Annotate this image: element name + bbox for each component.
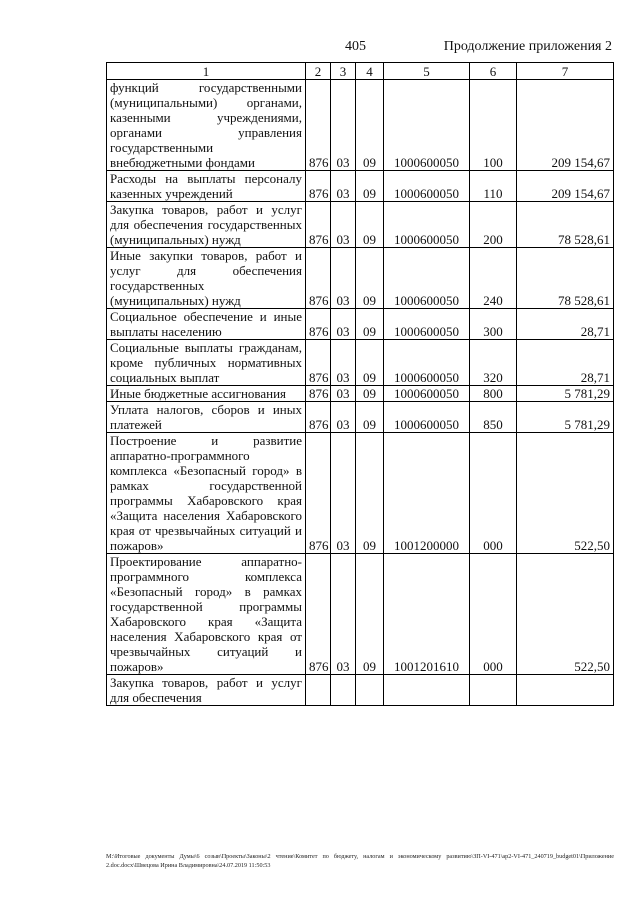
table-row [107, 340, 614, 386]
row-value-cell: 78 528,61 [517, 202, 614, 248]
row-value-cell: 09 [356, 171, 384, 202]
row-value-cell: 28,71 [517, 309, 614, 340]
row-name-cell: Расходы на выплаты персоналу казенных учреждений [107, 171, 306, 202]
row-value-cell: 1001201610 [384, 554, 470, 675]
row-value-cell: 03 [331, 80, 356, 171]
page-number: 405 [345, 39, 366, 54]
row-value-cell: 1000600050 [384, 248, 470, 309]
row-value-cell [384, 675, 470, 706]
row-value-cell [331, 675, 356, 706]
row-value-cell: 850 [470, 402, 517, 433]
header-row [107, 63, 614, 80]
row-value-cell: 876 [306, 340, 331, 386]
row-value-cell: 876 [306, 202, 331, 248]
row-value-cell: 09 [356, 386, 384, 402]
row-value-cell: 240 [470, 248, 517, 309]
row-value-cell: 1000600050 [384, 309, 470, 340]
row-value-cell: 03 [331, 386, 356, 402]
column-header: 1 [107, 63, 306, 80]
row-value-cell: 000 [470, 554, 517, 675]
column-header: 6 [470, 63, 517, 80]
row-value-cell: 28,71 [517, 340, 614, 386]
row-value-cell: 100 [470, 80, 517, 171]
row-value-cell: 1000600050 [384, 386, 470, 402]
column-header: 7 [517, 63, 614, 80]
row-value-cell: 209 154,67 [517, 171, 614, 202]
table-row [107, 433, 614, 554]
row-value-cell: 1000600050 [384, 80, 470, 171]
row-name-cell: Построение и развитие аппаратно-программного комплекса «Безопасный город» в рамках государственной программы Хабаровского края «Защита населения Хабаровского края от чрезвычайных ситуаций и пожаров» [107, 433, 306, 554]
row-name-cell: Социальное обеспечение и иные выплаты населению [107, 309, 306, 340]
row-value-cell [517, 675, 614, 706]
table-row [107, 171, 614, 202]
row-value-cell: 876 [306, 433, 331, 554]
row-value-cell: 03 [331, 402, 356, 433]
table-row [107, 248, 614, 309]
table-row [107, 309, 614, 340]
file-path-footer: М:\Итоговые документы Думы\6 созыв\Проекты\Законы\2 чтение\Комитет по бюджету, налогам и экономическому развитию\ЗП-VI-471\ар2-VI-471_240719_budget01\Приложение 2.doc.docx\Швецова Ирина Владимировна\24.07.2019 11:50:53 [106, 853, 614, 869]
row-value-cell: 876 [306, 309, 331, 340]
row-value-cell: 03 [331, 171, 356, 202]
row-value-cell: 5 781,29 [517, 402, 614, 433]
row-value-cell: 876 [306, 171, 331, 202]
row-name-cell: функций государственными (муниципальными) органами, казенными учреждениями, органами управления государственными внебюджетными фондами [107, 80, 306, 171]
row-value-cell: 300 [470, 309, 517, 340]
row-value-cell: 800 [470, 386, 517, 402]
row-value-cell: 09 [356, 433, 384, 554]
table-row [107, 386, 614, 402]
row-value-cell: 876 [306, 248, 331, 309]
row-value-cell: 522,50 [517, 433, 614, 554]
row-value-cell: 1000600050 [384, 402, 470, 433]
row-value-cell: 03 [331, 433, 356, 554]
row-value-cell: 320 [470, 340, 517, 386]
table-row [107, 202, 614, 248]
row-value-cell: 03 [331, 309, 356, 340]
table-row [107, 554, 614, 675]
row-value-cell [356, 675, 384, 706]
row-value-cell: 1000600050 [384, 202, 470, 248]
row-name-cell: Уплата налогов, сборов и иных платежей [107, 402, 306, 433]
row-name-cell: Закупка товаров, работ и услуг для обеспечения государственных (муниципальных) нужд [107, 202, 306, 248]
budget-table [106, 62, 614, 706]
column-header: 4 [356, 63, 384, 80]
row-value-cell: 876 [306, 402, 331, 433]
column-header: 2 [306, 63, 331, 80]
column-header: 5 [384, 63, 470, 80]
row-value-cell: 876 [306, 554, 331, 675]
row-value-cell: 09 [356, 309, 384, 340]
row-value-cell: 876 [306, 386, 331, 402]
row-value-cell: 78 528,61 [517, 248, 614, 309]
row-value-cell [470, 675, 517, 706]
row-value-cell: 209 154,67 [517, 80, 614, 171]
row-name-cell: Закупка товаров, работ и услуг для обеспечения [107, 675, 306, 706]
row-value-cell: 09 [356, 80, 384, 171]
row-value-cell: 5 781,29 [517, 386, 614, 402]
row-value-cell: 1000600050 [384, 340, 470, 386]
row-value-cell: 09 [356, 340, 384, 386]
continuation-label: Продолжение приложения 2 [443, 39, 612, 54]
row-value-cell: 522,50 [517, 554, 614, 675]
row-value-cell: 03 [331, 202, 356, 248]
table-row [107, 402, 614, 433]
table-row [107, 80, 614, 171]
row-value-cell: 1001200000 [384, 433, 470, 554]
row-value-cell: 110 [470, 171, 517, 202]
row-value-cell: 09 [356, 202, 384, 248]
column-header: 3 [331, 63, 356, 80]
row-value-cell: 200 [470, 202, 517, 248]
row-value-cell: 03 [331, 340, 356, 386]
row-value-cell: 1000600050 [384, 171, 470, 202]
table-row [107, 675, 614, 706]
row-value-cell: 09 [356, 554, 384, 675]
row-value-cell: 09 [356, 402, 384, 433]
row-value-cell [306, 675, 331, 706]
row-value-cell: 876 [306, 80, 331, 171]
row-value-cell: 09 [356, 248, 384, 309]
row-value-cell: 000 [470, 433, 517, 554]
row-name-cell: Иные бюджетные ассигнования [107, 386, 306, 402]
row-name-cell: Социальные выплаты гражданам, кроме публичных нормативных социальных выплат [107, 340, 306, 386]
row-value-cell: 03 [331, 554, 356, 675]
row-name-cell: Иные закупки товаров, работ и услуг для обеспечения государственных (муниципальных) нужд [107, 248, 306, 309]
row-name-cell: Проектирование аппаратно-программного комплекса «Безопасный город» в рамках государственной программы Хабаровского края «Защита населения Хабаровского края от чрезвычайных ситуаций и пожаров» [107, 554, 306, 675]
row-value-cell: 03 [331, 248, 356, 309]
